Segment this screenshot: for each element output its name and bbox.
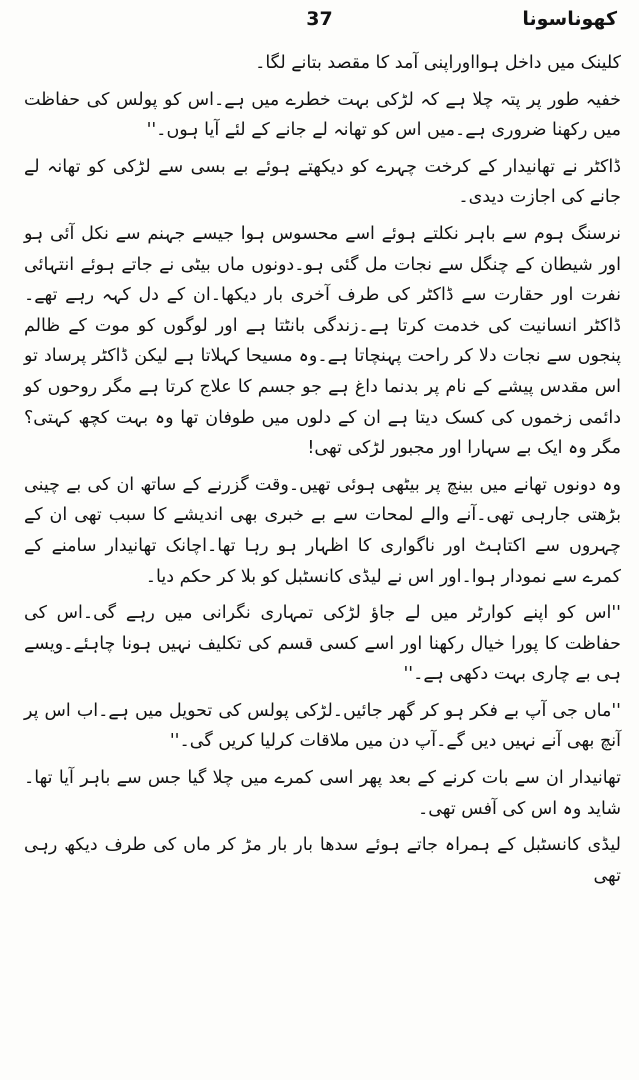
paragraph: کلینک میں داخل ہوااوراپنی آمد کا مقصد بتانے لگا۔ xyxy=(255,53,621,73)
body-text xyxy=(24,48,621,891)
paragraph: ''ماں جی آپ بے فکر ہو کر گھر جائیں۔لڑکی پولس کی تحویل میں ہے۔اب اس پر آنچ بھی آنے نہیں دیں گے۔آپ دن میں ملاقات کرلیا کریں گی۔'' xyxy=(24,700,621,752)
paragraph: نرسنگ ہوم سے باہر نکلتے ہوئے اسے محسوس ہوا جیسے جہنم سے نکل آئی ہو اور شیطان کے چنگل سے نجات مل گئی ہو۔دونوں ماں بیٹی نے جاتے ہوئے انتہائی نفرت اور حقارت سے ڈاکٹر کی طرف آخری بار دیکھا۔ان کے دل کہہ رہے تھے۔ڈاکٹر انسانیت کی خدمت کرتا ہے۔زندگی بانٹتا ہے اور لوگوں کو موت کے ظالم پنجوں سے نجات دلا کر راحت پہنچاتا ہے۔وہ مسیحا کہلاتا ہے لیکن ڈاکٹر پرساد تو اس مقدس پیشے کے نام پر بدنما داغ ہے جو جسم کا علاج کرتا ہے مگر روحوں کو دائمی زخموں کی کسک دیتا ہے ان کے دلوں میں طوفان تھا وہ بہت کچھ کہتی؟ مگر وہ ایک بے سہارا اور مجبور لڑکی تھی! xyxy=(24,223,621,459)
book-title: کھوناسونا xyxy=(522,8,617,30)
paragraph: ڈاکٹر نے تھانیدار کے کرخت چہرے کو دیکھتے ہوئے بے بسی سے لڑکی کو تھانہ لے جانے کی اجازت دیدی۔ xyxy=(24,156,621,208)
paragraph: وہ دونوں تھانے میں بینچ پر بیٹھی ہوئی تھیں۔وقت گزرنے کے ساتھ ان کی بے چینی بڑھتی جارہی تھی۔آنے والے لمحات سے بے خبری بھی اندیشے کا سبب تھی ان کے چہروں سے اکتاہٹ اور ناگواری کا اظہار ہو رہا تھا۔اچانک تھانیدار سامنے کے کمرے سے نمودار ہوا۔اور اس نے لیڈی کانسٹبل کو بلا کر حکم دیا۔ xyxy=(24,474,621,587)
paragraph: ''اس کو اپنے کوارٹر میں لے جاؤ لڑکی تمہاری نگرانی میں رہے گی۔اس کی حفاظت کا پورا خیال رکھنا اور اسے کسی قسم کی تکلیف نہیں ہونا چاہئے۔ویسے ہی بے چاری بہت دکھی ہے۔'' xyxy=(24,603,621,685)
paragraph: تھانیدار ان سے بات کرنے کے بعد پھر اسی کمرے میں چلا گیا جس سے باہر آیا تھا۔شاید وہ اس کی آفس تھی۔ xyxy=(24,768,621,819)
page-number: 37 xyxy=(306,8,333,30)
paragraph: خفیہ طور پر پتہ چلا ہے کہ لڑکی بہت خطرے میں ہے۔اس کو پولس کی حفاظت میں رکھنا ضروری ہے۔میں اس کو تھانہ لے جانے کے لئے آیا ہوں۔'' xyxy=(24,89,621,141)
page-header xyxy=(22,6,617,40)
paragraph: لیڈی کانسٹبل کے ہمراہ جاتے ہوئے سدھا بار بار مڑ کر ماں کی طرف دیکھ رہی تھی xyxy=(24,835,621,886)
